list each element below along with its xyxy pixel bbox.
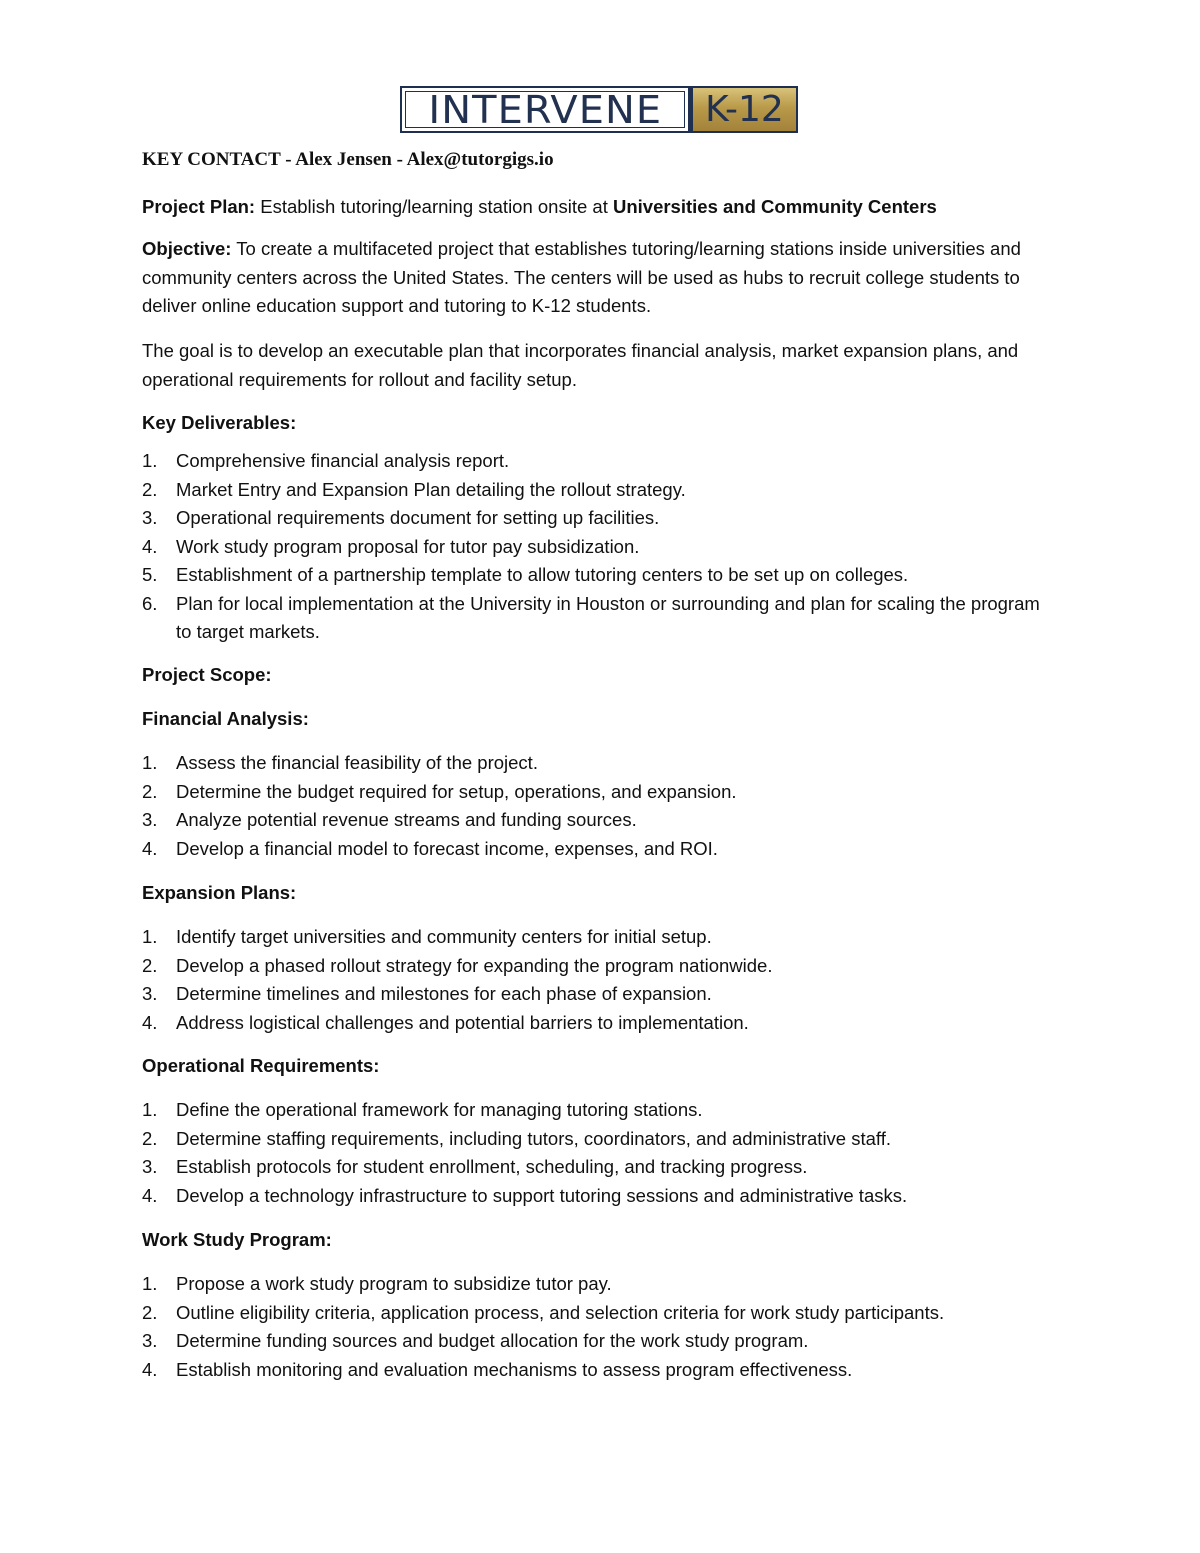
list-item-text: Analyze potential revenue streams and funding sources. xyxy=(176,809,637,830)
list-item xyxy=(142,1299,1082,1328)
list-item-number: 3. xyxy=(142,507,158,528)
logo-badge-box xyxy=(690,86,798,133)
list-item-text: Identify target universities and community centers for initial setup. xyxy=(176,926,712,947)
list-item-number: 5. xyxy=(142,564,158,585)
work-study-program-heading: Work Study Program: xyxy=(142,1229,332,1250)
list-item-text: Develop a technology infrastructure to support tutoring sessions and administrative tasks. xyxy=(176,1184,908,1206)
list-item xyxy=(142,1182,1072,1211)
list-item xyxy=(142,980,1072,1009)
list-item-text: Operational requirements document for setting up facilities. xyxy=(176,507,660,528)
project-plan-paragraph xyxy=(142,193,1052,222)
list-item-text: Propose a work study program to subsidize tutor pay. xyxy=(176,1273,612,1294)
list-item-text: Market Entry and Expansion Plan detailing the rollout strategy. xyxy=(176,478,686,500)
list-item-number: 1. xyxy=(142,1273,158,1294)
list-item-number: 4. xyxy=(142,1358,158,1380)
key-deliverables-heading: Key Deliverables: xyxy=(142,412,297,433)
list-item xyxy=(142,1009,1072,1038)
list-item-text: Address logistical challenges and potential barriers to implementation. xyxy=(176,1011,749,1033)
list-item xyxy=(142,923,1072,952)
list-item xyxy=(142,1327,1082,1356)
intervene-k12-logo xyxy=(400,86,798,133)
list-item-number: 4. xyxy=(142,1011,158,1033)
goal-text: The goal is to develop an executable plan that incorporates financial analysis, market expansion plans, and operational requirements for rollout and facility setup. xyxy=(142,340,1019,390)
list-item-number: 2. xyxy=(142,1301,158,1323)
list-item xyxy=(142,561,1052,590)
list-item xyxy=(142,447,1052,476)
list-item xyxy=(142,1153,1072,1182)
list-item-text: Outline eligibility criteria, application process, and selection criteria for work study participants. xyxy=(176,1301,945,1323)
list-item xyxy=(142,952,1072,981)
list-item-text: Determine the budget required for setup, operations, and expansion. xyxy=(176,780,737,802)
objective-paragraph xyxy=(142,235,1032,321)
list-item-text: Comprehensive financial analysis report. xyxy=(176,450,510,471)
operational-requirements-list xyxy=(142,1096,1072,1210)
list-item-text: Assess the financial feasibility of the project. xyxy=(176,752,538,773)
objective-text: To create a multifaceted project that establishes tutoring/learning stations inside universities and community centers across the United States. The centers will be used as hubs to recruit college students to deliver online education support and tutoring to K-12 students. xyxy=(142,238,1021,316)
key-deliverables-list xyxy=(142,447,1052,647)
list-item-text: Establish protocols for student enrollment, scheduling, and tracking progress. xyxy=(176,1156,808,1177)
list-item-text: Develop a financial model to forecast income, expenses, and ROI. xyxy=(176,837,718,859)
work-study-program-list xyxy=(142,1270,1082,1384)
list-item-text: Determine funding sources and budget allocation for the work study program. xyxy=(176,1330,809,1351)
list-item-text: Develop a phased rollout strategy for expanding the program nationwide. xyxy=(176,954,773,976)
list-item-number: 2. xyxy=(142,1127,158,1149)
financial-analysis-heading: Financial Analysis: xyxy=(142,708,309,729)
list-item-number: 2. xyxy=(142,954,158,976)
list-item xyxy=(142,533,1052,562)
list-item-number: 2. xyxy=(142,478,158,500)
list-item xyxy=(142,1125,1072,1154)
list-item-number: 2. xyxy=(142,780,158,802)
objective-label: Objective: xyxy=(142,238,232,259)
list-item xyxy=(142,806,1072,835)
list-item-number: 1. xyxy=(142,1099,158,1120)
list-item-number: 4. xyxy=(142,837,158,859)
list-item xyxy=(142,1096,1072,1125)
list-item-number: 1. xyxy=(142,926,158,947)
list-item-number: 3. xyxy=(142,1330,158,1351)
list-item-text: Establish monitoring and evaluation mechanisms to assess program effectiveness. xyxy=(176,1358,853,1380)
list-item-text: Determine staffing requirements, including tutors, coordinators, and administrative staff. xyxy=(176,1127,892,1149)
list-item xyxy=(142,1270,1082,1299)
key-contact-line: KEY CONTACT - Alex Jensen - Alex@tutorgigs.io xyxy=(142,149,554,170)
project-plan-label: Project Plan: xyxy=(142,196,256,217)
goal-paragraph xyxy=(142,337,1042,394)
list-item-text: Establishment of a partnership template to allow tutoring centers to be set up on colleges. xyxy=(176,564,909,585)
list-item-text: Work study program proposal for tutor pay subsidization. xyxy=(176,535,640,557)
list-item-number: 4. xyxy=(142,1184,158,1206)
list-item-number: 1. xyxy=(142,450,158,471)
operational-requirements-heading: Operational Requirements: xyxy=(142,1055,380,1076)
list-item-number: 3. xyxy=(142,1156,158,1177)
project-scope-heading: Project Scope: xyxy=(142,664,272,685)
list-item xyxy=(142,1356,1082,1385)
list-item-text: Plan for local implementation at the University in Houston or surrounding and plan for scaling the program to target markets. xyxy=(176,592,1040,642)
list-item-number: 6. xyxy=(142,592,158,614)
list-item-text: Determine timelines and milestones for each phase of expansion. xyxy=(176,983,712,1004)
logo-wordmark-box xyxy=(400,86,690,133)
list-item xyxy=(142,778,1072,807)
list-item xyxy=(142,835,1072,864)
expansion-plans-heading: Expansion Plans: xyxy=(142,882,297,903)
list-item-number: 4. xyxy=(142,535,158,557)
list-item-number: 1. xyxy=(142,752,158,773)
project-plan-target: Universities and Community Centers xyxy=(612,196,937,217)
list-item-text: Define the operational framework for managing tutoring stations. xyxy=(176,1099,703,1120)
list-item xyxy=(142,749,1072,778)
list-item xyxy=(142,590,1052,647)
project-plan-text: Establish tutoring/learning station onsite at xyxy=(255,196,613,217)
list-item-number: 3. xyxy=(142,809,158,830)
financial-analysis-list xyxy=(142,749,1072,863)
list-item xyxy=(142,504,1052,533)
list-item xyxy=(142,476,1052,505)
list-item-number: 3. xyxy=(142,983,158,1004)
expansion-plans-list xyxy=(142,923,1072,1037)
logo-wordmark: INTERVENE xyxy=(428,87,662,132)
logo-badge: K-12 xyxy=(705,88,784,130)
